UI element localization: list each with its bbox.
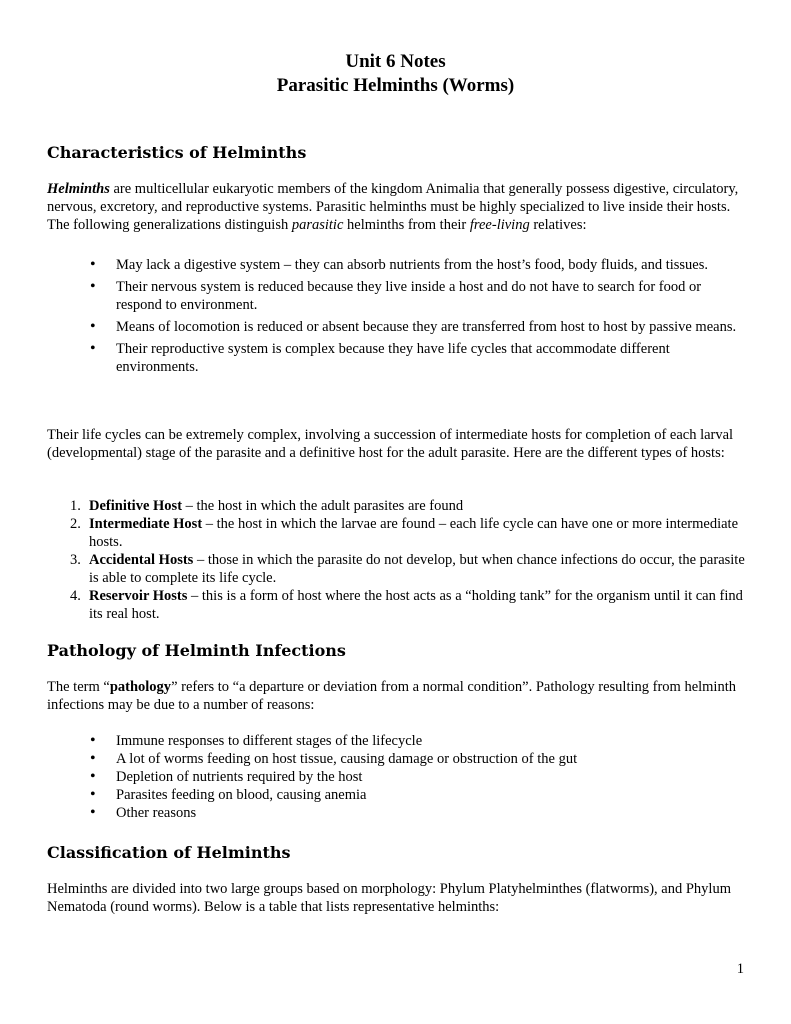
characteristics-list [90,256,740,380]
list-item: • May lack a digestive system – they can absorb nutrients from the host’s food, body fluids, and tissues. [90,256,740,274]
lifecycle-paragraph: Their life cycles can be extremely complex, involving a succession of intermediate hosts for completion of each larval (developmental) stage of the parasite and a definitive host for the adult parasite. Here are the different types of hosts: [47,427,734,461]
list-item: • A lot of worms feeding on host tissue, causing damage or obstruction of the gut [90,750,740,768]
section-heading-pathology: Pathology of Helminth Infections [47,641,346,660]
list-item: 1. Definitive Host – the host in which the adult parasites are found [70,498,464,514]
list-item: 2. Intermediate Host – the host in which the larvae are found – each life cycle can have one or more intermediate hosts. [70,516,739,550]
section-heading-characteristics: Characteristics of Helminths [47,143,307,162]
list-item: 4. Reservoir Hosts – this is a form of host where the host acts as a “holding tank” for the organism until it can find its real host. [70,588,743,622]
page-number: 1 [736,961,744,977]
host-types-list [70,497,750,623]
list-item: 3. Accidental Hosts – those in which the parasite do not develop, but when chance infections do occur, the parasite is able to complete its life cycle. [70,552,745,586]
list-item: • Depletion of nutrients required by the host [90,768,740,786]
list-item: • Their reproductive system is complex because they have life cycles that accommodate different environments. [90,340,740,376]
classification-paragraph: Helminths are divided into two large groups based on morphology: Phylum Platyhelminthes (flatworms), and Phylum Nematoda (round worms). Below is a table that lists representative helminths: [47,881,731,915]
term-helminths: Helminths [47,181,110,197]
pathology-reasons-list [90,732,740,822]
list-item: • Their nervous system is reduced because they live inside a host and do not have to search for food or respond to environment. [90,278,740,314]
list-item: • Other reasons [90,804,740,822]
intro-paragraph: Helminths are multicellular eukaryotic members of the kingdom Animalia that generally possess digestive, circulatory, nervous, excretory, and reproductive systems. Parasitic helminths must be highly specialized to live inside their hosts. The following generalizations distinguish parasitic helminths from their free-living relatives: [47,181,739,233]
list-item: • Parasites feeding on blood, causing anemia [90,786,740,804]
pathology-paragraph: The term “pathology” refers to “a departure or deviation from a normal condition”. Pathology resulting from helminth infections may be due to a number of reasons: [47,679,736,713]
page-title: Unit 6 Notes [345,51,446,72]
list-item: • Means of locomotion is reduced or absent because they are transferred from host to host by passive means. [90,318,740,336]
list-item: • Immune responses to different stages of the lifecycle [90,732,740,750]
section-heading-classification: Classification of Helminths [47,843,291,862]
page-subtitle: Parasitic Helminths (Worms) [276,75,515,96]
